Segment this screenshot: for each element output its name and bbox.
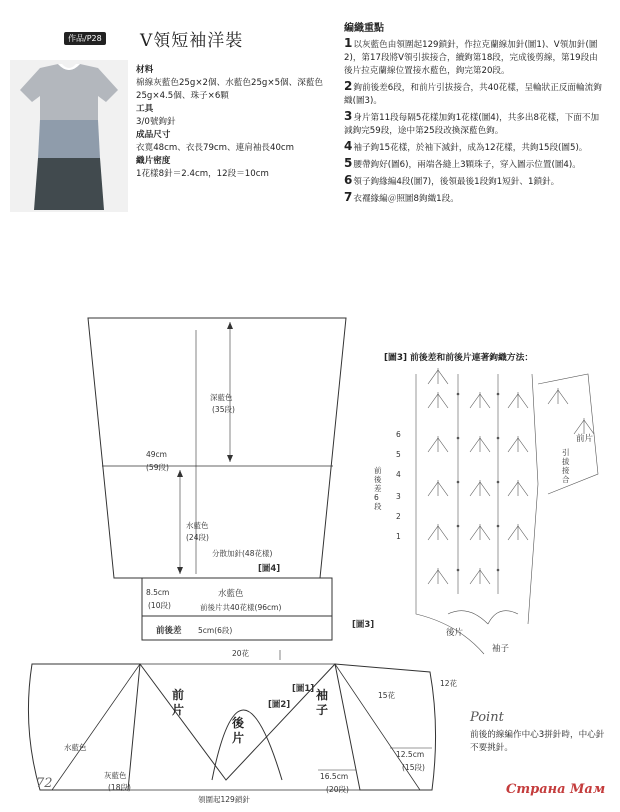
band-color: 水藍色 [218, 589, 244, 599]
fig3-joining-label: 引拔接合 [562, 448, 570, 484]
band-note: 前後片共40花樣(96cm) [200, 603, 282, 612]
step-text: 以灰藍色由領圍起129鎖針，作拉克蘭線加針(圖1)、V領加針(圖2)，第17段將V領引拔接合，續鉤第18段，完成後剪線，第19段由後片拉克蘭線位置接水藍色，鉤完第20段。 [344, 40, 598, 76]
gauge-heading: 織片密度 [136, 156, 171, 166]
left-grey-rows: (18段) [108, 783, 131, 792]
materials-heading: 材料 [136, 65, 154, 75]
yoke-depth: 16.5cm [320, 772, 349, 781]
materials-text: 棉線灰藍色25g×2個、水藍色25g×5個、深藍色25g×4.5個、珠子×6顆 [136, 78, 324, 101]
step-number: 4 [344, 139, 353, 153]
left-water-label: 水藍色 [64, 743, 87, 752]
gauge-text: 1花樣8針＝2.4cm，12段＝10cm [136, 169, 269, 179]
pattern-tag: 作品/P28 [64, 32, 106, 45]
fig3-row-number: 3 [396, 492, 401, 501]
total-length: 49cm [146, 450, 167, 459]
water-blue-label: 水藍色 [186, 521, 209, 530]
diff-size: 5cm(6段) [198, 626, 233, 635]
total-rows: (59段) [146, 463, 169, 472]
yoke-depth-rows: (20段) [326, 785, 349, 794]
band-height: 8.5cm [146, 588, 170, 597]
dark-blue-rows: (35段) [212, 405, 235, 414]
page-number: 72 [36, 776, 53, 791]
step-number: 1 [344, 36, 353, 50]
fig3-sleeve-label: 袖子 [492, 644, 510, 654]
step-number: 5 [344, 156, 353, 170]
sleeve-12-count: 12花 [440, 679, 458, 688]
step-number: 3 [344, 109, 353, 123]
fig3-row-number: 2 [396, 512, 401, 521]
fig3-row-number: 4 [396, 470, 401, 479]
tools-text: 3/0號鉤針 [136, 117, 176, 127]
left-grey-label: 灰藍色 [104, 771, 127, 780]
step-number: 2 [344, 79, 353, 93]
fig3-row-number: 6 [396, 430, 401, 439]
fig3-front-label: 前片 [576, 434, 594, 444]
point-heading: Point [470, 710, 504, 725]
pattern-title: V領短袖洋裝 [140, 31, 244, 51]
point-text: 前後的線編作中心3拼針時，中心針不要挑針。 [470, 730, 605, 753]
dark-blue-label: 深藍色 [210, 393, 233, 402]
step-text: 領子鉤緣編4段(圖7)，後領最後1段鉤1短針、1鎖針。 [353, 177, 560, 187]
step-text: 腰帶鉤好(圖6)，兩端各縫上3顆珠子，穿入圖示位置(圖4)。 [353, 160, 581, 170]
sleeve-piece-label: 袖 子 [316, 688, 329, 717]
step-number: 6 [344, 173, 353, 187]
step-number: 7 [344, 190, 353, 204]
fig1-ref: [圖1] [292, 684, 315, 694]
yoke-top-count: 20花 [232, 649, 250, 658]
instructions-heading: 編織重點 [344, 23, 384, 34]
diff-label: 前後差 [156, 626, 182, 636]
fig2-ref: [圖2] [268, 700, 291, 710]
step-text: 袖子鉤15花樣，於袖下減針，成為12花樣，共鉤15段(圖5)。 [353, 143, 588, 153]
tools-heading: 工具 [136, 104, 154, 114]
step-text: 身片第11段每隔5花樣加鉤1花樣(圖4)，共多出8花樣，下面不加減鉤完59段，途中第25段改換深藍色鉤。 [344, 113, 600, 136]
sleeve-width: 12.5cm [396, 750, 425, 759]
increase-note: 分散加針(48花樣) [212, 549, 273, 558]
band-rows: (10段) [148, 601, 171, 610]
fig3-stitch-chart [388, 364, 614, 664]
neckline-label: 領圍起129鎖針 [198, 795, 250, 804]
front-piece-label: 前 片 [172, 688, 185, 717]
fig4-ref: [圖4] [258, 564, 281, 574]
sleeve-15-count: 15花 [378, 691, 396, 700]
step-text: 鉤前後差6段，和前片引拔接合，共40花樣，呈輪狀正反面輪流鉤織(圖3)。 [344, 83, 602, 106]
watermark-text: Страна Мам [506, 782, 606, 797]
size-heading: 成品尺寸 [136, 130, 171, 140]
fig3-row-number: 1 [396, 532, 401, 541]
step-text: 衣襬緣編＠照圖8鉤織1段。 [353, 194, 459, 204]
fig3-row-label: 前後差6段 [374, 466, 382, 511]
fig3-ref: [圖3] [352, 620, 375, 630]
water-blue-rows: (24段) [186, 533, 209, 542]
fig3-row-number: 5 [396, 450, 401, 459]
size-text: 衣寬48cm、衣長79cm、連肩袖長40cm [136, 143, 295, 153]
back-piece-label: 後 片 [232, 716, 245, 745]
fig3-title: [圖3] 前後差和前後片連著鉤織方法： [384, 353, 534, 363]
sleeve-width-rows: (15段) [402, 763, 425, 772]
fig3-back-label: 後片 [446, 628, 464, 638]
